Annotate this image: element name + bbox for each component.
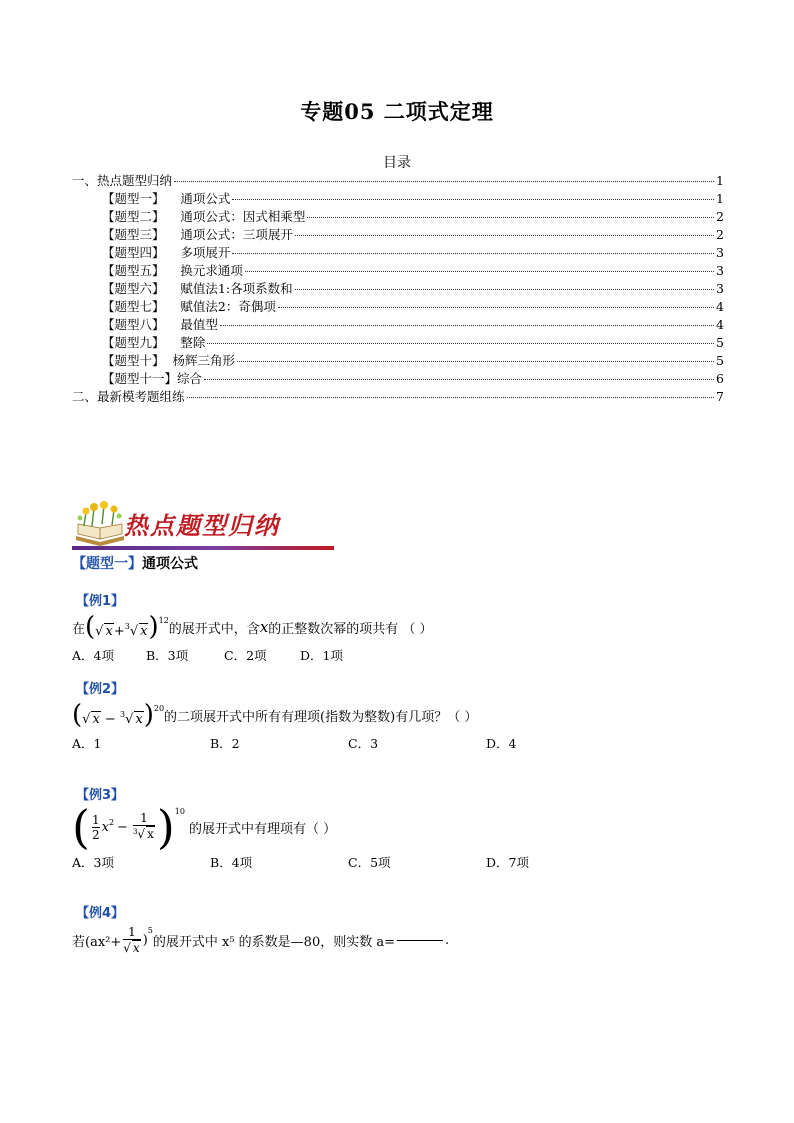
- banner-title: 热点题型归纳: [124, 512, 280, 540]
- example-1-option-c: C．2项: [224, 648, 267, 663]
- toc-page-number: 3: [716, 281, 724, 296]
- example-3-question: [72, 800, 337, 854]
- toc-entry-tag: 【题型七】: [102, 299, 165, 314]
- toc-entry-name: 整除: [164, 335, 206, 350]
- toc-entry-name: 换元求通项: [164, 263, 243, 278]
- example-4-fraction: $\frac{1}{√ x}$: [123, 925, 140, 955]
- example-1-prefix: 在: [72, 621, 86, 637]
- toc-entry-tag: 【题型四】: [102, 245, 165, 260]
- toc-entry[interactable]: [72, 244, 724, 262]
- toc-entry[interactable]: [72, 280, 724, 298]
- toc-page-number: 7: [716, 389, 724, 404]
- toc-entry[interactable]: [72, 352, 724, 370]
- toc-page-number: 2: [716, 227, 724, 242]
- toc-page-number: 2: [716, 209, 724, 224]
- toc-leader-dots: [237, 361, 714, 362]
- toc-leader-dots: [187, 397, 714, 398]
- toc-entry-name: 多项展开: [164, 245, 231, 260]
- toc-leader-dots: [174, 181, 714, 182]
- example-1-label: 【例1】: [76, 594, 125, 609]
- toc-leader-dots: [295, 289, 714, 290]
- section-name: 通项公式: [142, 556, 198, 572]
- toc-page-number: 1: [716, 173, 724, 188]
- example-2-option-b: B．2: [210, 736, 240, 751]
- toc-entry[interactable]: [72, 388, 724, 406]
- toc-entry-tag: 【题型二】: [102, 209, 165, 224]
- toc-entry-name: 通项公式: [164, 191, 231, 206]
- toc-entry-name: 最值型: [164, 317, 218, 332]
- toc-leader-dots: [207, 343, 714, 344]
- toc-page-number: 5: [716, 335, 724, 350]
- toc-leader-dots: [278, 307, 714, 308]
- example-2-expression: (√ x − $^3$√ x)$^{20}$: [72, 700, 165, 730]
- example-1-option-a: A．4项: [72, 648, 114, 663]
- toc-entry-tag: 【题型八】: [102, 317, 165, 332]
- toc-page-number: 4: [716, 317, 724, 332]
- section-bracket: 【题型一】: [72, 556, 142, 572]
- toc-entry[interactable]: [72, 334, 724, 352]
- example-2-option-d: D．4: [486, 736, 517, 751]
- example-3-option-b: B．4项: [210, 855, 253, 870]
- section-heading: [72, 553, 198, 573]
- example-3-option-a: A．3项: [72, 855, 114, 870]
- example-4-suffix: 的展开式中 x⁵ 的系数是—80，则实数 a=: [152, 934, 396, 950]
- example-1-question: [72, 612, 433, 642]
- toc-entry-tag: 【题型十】: [102, 353, 165, 368]
- toc-leader-dots: [232, 253, 714, 254]
- toc-entry[interactable]: [72, 226, 724, 244]
- toc-entry-name: 通项公式：三项展开: [164, 227, 293, 242]
- example-2-exponent: 20: [153, 704, 165, 713]
- toc-entry-tag: 【题型十一】: [102, 371, 178, 386]
- toc-entry-tag: 【题型三】: [102, 227, 165, 242]
- example-4-exponent: 5: [147, 925, 153, 935]
- example-3-expression: ( $\frac{1}{2}$ $x^2$ − $\frac{1}{^3√ x}$ ) 10: [72, 800, 185, 854]
- example-3-exponent: 10: [174, 806, 185, 816]
- toc-leader-dots: [245, 271, 714, 272]
- example-1-exponent: 12: [158, 616, 169, 625]
- toc-entry[interactable]: [72, 262, 724, 280]
- example-1-var: x: [259, 618, 269, 636]
- example-1-suffix: 的展开式中，含: [168, 621, 260, 637]
- example-1-suffix2: 的正整数次幂的项共有 （ ）: [268, 621, 433, 637]
- example-3-option-d: D．7项: [486, 855, 529, 870]
- example-4-prefix: 若(ax²+: [72, 934, 122, 950]
- toc-entry[interactable]: [72, 316, 724, 334]
- example-2-label: 【例2】: [76, 682, 125, 697]
- toc-leader-dots: [295, 235, 714, 236]
- toc-leader-dots: [232, 199, 714, 200]
- toc-entry-tag: 【题型一】: [102, 191, 165, 206]
- example-1-option-d: D．1项: [300, 648, 343, 663]
- example-1-option-b: B．3项: [146, 648, 189, 663]
- toc-entry[interactable]: [72, 190, 724, 208]
- toc-entry[interactable]: [72, 208, 724, 226]
- example-2-option-a: A．1: [72, 736, 102, 751]
- toc-page-number: 5: [716, 353, 724, 368]
- toc-entry-name: 赋值法2：奇偶项: [164, 299, 276, 314]
- toc-leader-dots: [204, 379, 714, 380]
- example-4-answer-blank[interactable]: [397, 940, 443, 941]
- example-2-option-c: C．3: [348, 736, 379, 751]
- toc-entry-tag: 【题型六】: [102, 281, 165, 296]
- example-4-label: 【例4】: [76, 906, 125, 921]
- banner-underline: [72, 546, 334, 550]
- toc-entry[interactable]: [72, 298, 724, 316]
- example-4-end: .: [445, 932, 450, 948]
- book-flower-icon: [72, 500, 128, 546]
- section-banner: [72, 500, 334, 552]
- example-3-option-c: C．5项: [348, 855, 391, 870]
- example-2-suffix: 的二项展开式中所有有理项(指数为整数)有几项？（ ）: [164, 709, 478, 725]
- toc-entry[interactable]: [72, 370, 724, 388]
- toc-page-number: 3: [716, 245, 724, 260]
- toc-entry-name: 综合: [177, 371, 203, 386]
- toc-page-number: 6: [716, 371, 724, 386]
- toc-entry-tag: 【题型九】: [102, 335, 165, 350]
- toc-entry-name: 赋值法1:各项系数和: [164, 281, 293, 296]
- document-title: 专题05 二项式定理: [300, 99, 494, 124]
- toc-page-number: 1: [716, 191, 724, 206]
- toc-entry-tag: 【题型五】: [102, 263, 165, 278]
- toc-page-number: 4: [716, 299, 724, 314]
- example-1-expression: (√ x+$^3$√ x)$^{12}$: [85, 612, 169, 642]
- example-4-question: 若(ax²+ $\frac{1}{√ x}$ ) 5 的展开式中 x⁵ 的系数是—80，则实数 a= .: [72, 925, 450, 955]
- table-of-contents: [72, 172, 724, 406]
- toc-entry[interactable]: [72, 172, 724, 190]
- toc-leader-dots: [220, 325, 714, 326]
- toc-page-number: 3: [716, 263, 724, 278]
- toc-leader-dots: [307, 217, 714, 218]
- toc-entry-tag: 一、热点题型归纳: [72, 173, 173, 188]
- example-2-question: [72, 700, 477, 730]
- toc-heading: 目录: [383, 155, 411, 171]
- example-3-label: 【例3】: [76, 788, 125, 803]
- example-3-suffix: 的展开式中有理项有（ ）: [188, 821, 337, 837]
- toc-entry-name: 通项公式：因式相乘型: [164, 209, 306, 224]
- toc-entry-name: 杨辉三角形: [164, 353, 235, 368]
- toc-entry-tag: 二、最新模考题组练: [72, 389, 185, 404]
